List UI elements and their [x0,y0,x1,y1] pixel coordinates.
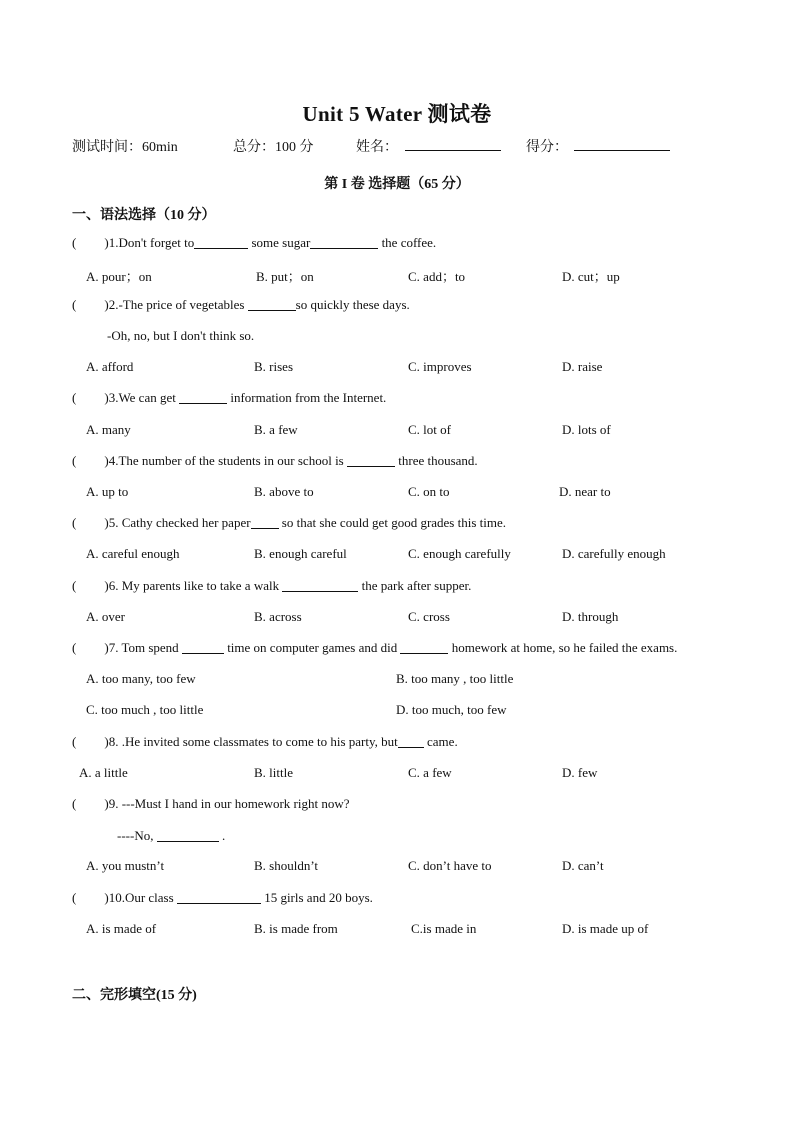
option-c[interactable]: C. enough carefully [408,546,511,561]
option-c[interactable]: C. on to [408,484,450,499]
fill-blank[interactable] [177,891,261,904]
part1-title: 第 I 卷 选择题（65 分） [324,177,470,192]
fill-blank[interactable] [194,236,248,249]
question-4: ( )4.The number of the students in our school is three thousand. [72,453,478,468]
option-c[interactable]: C. don’t have to [408,858,492,873]
option-d[interactable]: D. near to [559,484,611,499]
fill-blank[interactable] [400,641,448,654]
option-b[interactable]: B. across [254,609,302,624]
option-b[interactable]: B. a few [254,422,298,437]
option-a[interactable]: A. over [86,609,125,624]
question-10: ( )10.Our class 15 girls and 20 boys. [72,890,373,905]
option-c[interactable]: C. lot of [408,422,451,437]
option-c[interactable]: C. add；to [408,269,466,284]
option-d[interactable]: D. few [562,765,598,780]
option-d[interactable]: D. too much, too few [396,702,507,717]
option-b[interactable]: B. little [254,765,293,780]
option-b[interactable]: B. rises [254,359,293,374]
got-blank[interactable] [574,136,670,151]
section2-title: 二、完形填空(15 分) [72,988,197,1003]
question-8: ( )8. .He invited some classmates to come to his party, but came. [72,734,458,749]
option-d[interactable]: D. lots of [562,422,611,437]
option-a[interactable]: A. pour；on [86,269,152,284]
question-7: ( )7. Tom spend time on computer games and did homework at home, so he failed the exams. [72,640,678,655]
option-d[interactable]: D. can’t [562,858,604,873]
fill-blank[interactable] [248,298,296,311]
option-b[interactable]: B. above to [254,484,314,499]
option-d[interactable]: D. is made up of [562,921,649,936]
option-a[interactable]: A. is made of [86,921,157,936]
fill-blank[interactable] [182,641,224,654]
score-label: 总分：100 分 [233,140,314,155]
fill-blank[interactable] [157,829,219,842]
option-d[interactable]: D. carefully enough [562,546,666,561]
fill-blank[interactable] [251,516,279,529]
option-b[interactable]: B. put；on [256,269,314,284]
option-a[interactable]: A. a little [79,765,128,780]
question-9: ( )9. ---Must I hand in our homework right now? [72,796,350,811]
fill-blank[interactable] [310,236,378,249]
question-5: ( )5. Cathy checked her paper so that she could get good grades this time. [72,515,507,530]
time-label: 测试时间：60min [72,140,178,155]
fill-blank[interactable] [179,391,227,404]
option-d[interactable]: D. cut；up [562,269,620,284]
question-9-reply: ----No, . [117,828,226,843]
option-c[interactable]: C.is made in [411,921,477,936]
question-6: ( )6. My parents like to take a walk the park after supper. [72,578,472,593]
question-1: ( )1.Don't forget to some sugar the coffee. [72,235,437,250]
got-label: 得分： [526,140,568,155]
fill-blank[interactable] [282,579,358,592]
option-c[interactable]: C. a few [408,765,452,780]
option-b[interactable]: B. enough careful [254,546,347,561]
section1-title: 一、语法选择（10 分） [72,208,216,223]
question-3: ( )3.We can get information from the Internet. [72,390,387,405]
name-blank[interactable] [405,136,501,151]
option-b[interactable]: B. is made from [254,921,338,936]
option-b[interactable]: B. shouldn’t [254,858,319,873]
option-a[interactable]: A. you mustn’t [86,858,165,873]
option-b[interactable]: B. too many , too little [396,671,514,686]
option-a[interactable]: A. up to [86,484,129,499]
question-2: ( )2.-The price of vegetables so quickly these days. [72,297,410,312]
option-c[interactable]: C. too much , too little [86,702,204,717]
option-a[interactable]: A. too many, too few [86,671,196,686]
page-title: Unit 5 Water 测试卷 [302,102,492,126]
option-a[interactable]: A. afford [86,359,134,374]
name-label: 姓名： [356,140,398,155]
open-paren: ( [72,235,77,250]
option-a[interactable]: A. careful enough [86,546,180,561]
fill-blank[interactable] [347,454,395,467]
question-2-reply: -Oh, no, but I don't think so. [107,328,255,343]
option-d[interactable]: D. raise [562,359,603,374]
option-c[interactable]: C. improves [408,359,472,374]
fill-blank[interactable] [398,735,424,748]
option-d[interactable]: D. through [562,609,619,624]
option-a[interactable]: A. many [86,422,131,437]
option-c[interactable]: C. cross [408,609,450,624]
